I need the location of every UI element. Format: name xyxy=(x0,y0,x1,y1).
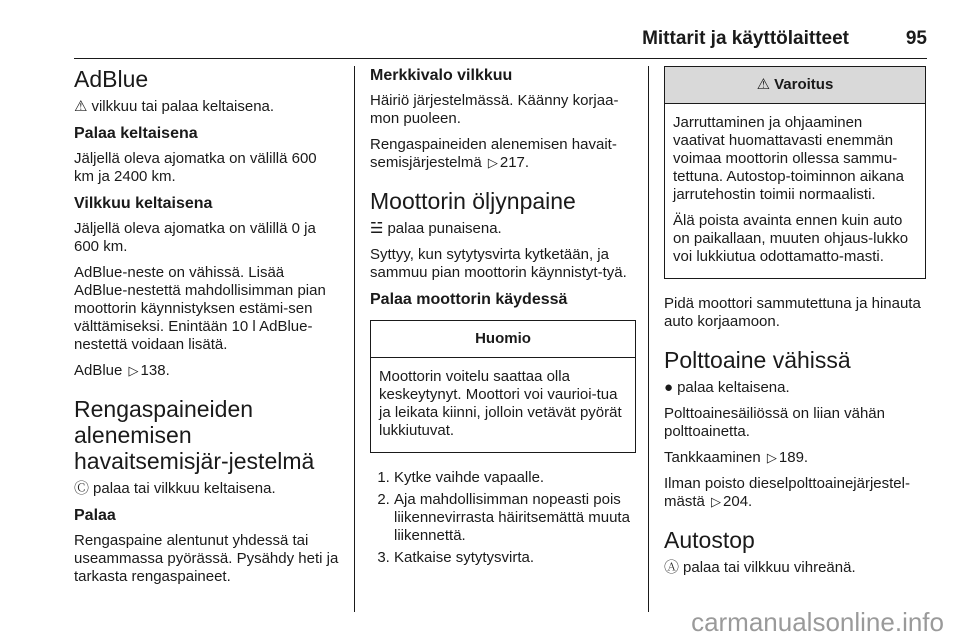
warning-title: ⚠ Varoitus xyxy=(665,67,925,104)
paragraph: Jäljellä oleva ajomatka on välillä 0 ja 600 km. xyxy=(74,220,316,255)
paragraph: Häiriö järjestelmässä. Käänny korjaa-mon puoleen. xyxy=(370,92,619,127)
column-middle xyxy=(370,66,636,571)
page-ref-icon: ▷ xyxy=(766,450,777,465)
list-item: 2. Aja mahdollisimman nopeasti pois liikennevirrasta häiritsemättä muuta liikennettä. xyxy=(394,491,636,545)
page-ref-link[interactable]: 138. xyxy=(140,362,170,379)
subheading-palaa-keltaisena: Palaa keltaisena xyxy=(74,125,198,142)
page-ref-icon: ▷ xyxy=(711,494,722,509)
section-title-autostop: Autostop xyxy=(664,527,755,553)
list-item: 1. Kytke vaihde vapaalle. xyxy=(394,469,636,487)
cross-reference: Rengaspaineiden alenemisen havait-semisjärjestelmä ▷ 217. xyxy=(370,136,617,171)
section-title-adblue: AdBlue xyxy=(74,66,149,92)
chapter-title: Mittarit ja käyttölaitteet xyxy=(642,28,849,49)
adblue-warning-icon: ⚠ xyxy=(74,98,88,115)
column-divider xyxy=(354,66,355,612)
notice-text: Moottorin voitelu saattaa olla keskeytynyt. Moottori voi vaurioi-tua ja leikata kiinni, jolloin vetävät pyörät lukkiutuvat. xyxy=(379,368,622,439)
subheading-merkkivalo-vilkkuu: Merkkivalo vilkkuu xyxy=(370,67,513,84)
cross-reference: Ilman poisto dieselpolttoainejärjestel-mästä ▷ 204. xyxy=(664,475,910,510)
notice-box xyxy=(370,320,636,453)
page-header xyxy=(74,28,927,59)
fuel-intro: ● palaa keltaisena. xyxy=(664,379,790,396)
page-ref-icon: ▷ xyxy=(487,155,498,170)
warning-triangle-icon: ⚠ xyxy=(756,76,771,93)
oil-pressure-icon: ☱ xyxy=(370,220,384,237)
column-divider xyxy=(648,66,649,612)
page-number: 95 xyxy=(905,28,927,49)
page-ref-link[interactable]: 189. xyxy=(778,449,809,466)
warning-box xyxy=(664,66,926,279)
oil-intro: ☱ palaa punaisena. xyxy=(370,220,502,237)
paragraph: Jäljellä oleva ajomatka on välillä 600 km ja 2400 km. xyxy=(74,150,317,185)
list-item: 3. Katkaise sytytysvirta. xyxy=(394,549,636,567)
autostop-intro: Ⓐ palaa tai vilkkuu vihreänä. xyxy=(664,559,856,576)
subheading-vilkkuu-keltaisena: Vilkkuu keltaisena xyxy=(74,195,213,212)
paragraph: Pidä moottori sammutettuna ja hinauta auto korjaamoon. xyxy=(664,295,921,330)
paragraph: Polttoainesäiliössä on liian vähän polttoainetta. xyxy=(664,405,885,440)
section-title-tyre-pressure: Rengaspaineiden alenemisen havaitsemisjär-jestelmä xyxy=(74,396,315,474)
paragraph: Rengaspaine alentunut yhdessä tai useammassa pyörässä. Pysähdy heti ja tarkasta rengaspaineet. xyxy=(74,532,339,585)
section-title-oil-pressure: Moottorin öljynpaine xyxy=(370,188,576,214)
adblue-intro: ⚠ vilkkuu tai palaa keltaisena. xyxy=(74,98,275,115)
page-ref-link[interactable]: 217. xyxy=(499,154,530,171)
paragraph: Syttyy, kun sytytysvirta kytketään, ja sammuu pian moottorin käynnistyt-tyä. xyxy=(370,246,627,281)
tyre-pressure-icon: Ⓒ xyxy=(74,480,90,497)
cross-reference: AdBlue ▷ 138. xyxy=(74,362,170,379)
fuel-dot-icon: ● xyxy=(664,379,674,396)
column-right xyxy=(664,66,926,585)
column-left xyxy=(74,66,340,594)
cross-reference: Tankkaaminen ▷ 189. xyxy=(664,449,809,466)
autostop-icon: Ⓐ xyxy=(664,559,680,576)
section-title-low-fuel: Polttoaine vähissä xyxy=(664,347,851,373)
paragraph: AdBlue-neste on vähissä. Lisää AdBlue-nestettä mahdollisimman pian moottorin käynnistyksen estämi-sen välttämiseksi. Enintään 10 l AdBlue-nestettä voidaan lisätä. xyxy=(74,264,326,353)
steps-list xyxy=(370,469,636,567)
page-ref-link[interactable]: 204. xyxy=(723,493,753,510)
subheading-palaa: Palaa xyxy=(74,507,116,524)
subheading-palaa-moottorin-kaydessa: Palaa moottorin käydessä xyxy=(370,291,568,308)
notice-title: Huomio xyxy=(371,321,635,358)
watermark: carmanualsonline.info xyxy=(691,607,944,637)
page-ref-icon: ▷ xyxy=(128,363,139,378)
tyre-intro: Ⓒ palaa tai vilkkuu keltaisena. xyxy=(74,480,276,497)
warning-text: Älä poista avainta ennen kuin auto on paikallaan, muuten ohjaus-lukko voi lukkiutua odottamatto-masti. xyxy=(673,212,909,265)
warning-text: Jarruttaminen ja ohjaaminen vaativat huomattavasti enemmän voimaa moottorin ollessa sammu-tettuna. Autostop-toiminnon aikana jarrutehostin toimii normaalisti. xyxy=(673,114,904,203)
